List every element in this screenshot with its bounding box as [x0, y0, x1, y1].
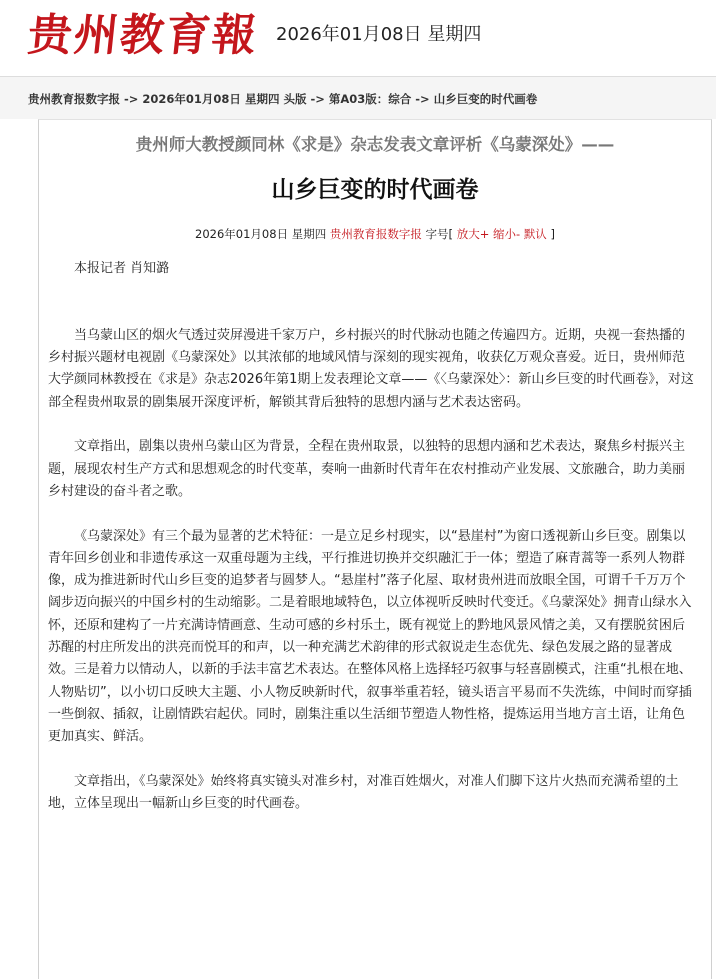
article-paragraph: 文章指出，《乌蒙深处》始终将真实镜头对准乡村，对准百姓烟火，对准人们脚下这片火热而充满希望的土地，立体呈现出一幅新山乡巨变的时代画卷。 [48, 773, 679, 812]
source-link[interactable]: 贵州教育报数字报 [329, 227, 422, 241]
article-body [48, 258, 696, 838]
font-enlarge-button[interactable]: 放大+ [456, 227, 490, 241]
article-paragraph: 当乌蒙山区的烟火气透过荧屏漫进千家万户，乡村振兴的时代脉动也随之传遍四方。近期，央视一套热播的乡村振兴题材电视剧《乌蒙深处》以其浓郁的地域风情与深刻的现实视角，收获亿万观众喜爱。近日，贵州师范大学颜同林教授在《求是》杂志2026年第1期上发表理论文章——《〈乌蒙深处〉：新山乡巨变的时代画卷》，对这部全程贵州取景的剧集展开深度评析，解锁其背后独特的思想内涵与艺术表达密码。 [48, 327, 694, 410]
breadcrumb-separator: -> [120, 92, 143, 106]
breadcrumb-page-link[interactable]: 第A03版：综合 [328, 92, 412, 106]
header-date: 2026年01月08日 星期四 [276, 24, 482, 45]
breadcrumb [28, 91, 537, 107]
masthead [0, 0, 716, 76]
font-shrink-button[interactable]: 缩小- [493, 227, 521, 241]
breadcrumb-separator: -> [306, 92, 329, 106]
font-size-close-bracket: ] [550, 227, 555, 241]
font-size-label: 字号[ [425, 227, 454, 241]
article-subtitle: 贵州师大教授颜同林《求是》杂志发表文章评析《乌蒙深处》—— [135, 135, 615, 154]
article-author: 本报记者 肖知潞 [74, 261, 170, 276]
breadcrumb-home-link[interactable]: 贵州教育报数字报 [28, 92, 120, 106]
article-paragraph: 文章指出，剧集以贵州乌蒙山区为背景，全程在贵州取景，以独特的思想内涵和艺术表达，聚焦乡村振兴主题，展现农村生产方式和思想观念的时代变革，奏响一曲新时代青年在农村推动产业发展、文旅融合，助力美丽乡村建设的奋斗者之歌。 [48, 439, 686, 499]
article-meta [38, 226, 712, 242]
newspaper-logo[interactable]: 贵州教育報 [25, 10, 261, 61]
breadcrumb-article-link[interactable]: 山乡巨变的时代画卷 [433, 92, 538, 106]
font-default-button[interactable]: 默认 [523, 227, 547, 241]
article-title: 山乡巨变的时代画卷 [271, 177, 479, 203]
article-date: 2026年01月08日 星期四 [195, 227, 327, 241]
article-paragraph: 《乌蒙深处》有三个最为显著的艺术特征：一是立足乡村现实，以“悬崖村”为窗口透视新山乡巨变。剧集以青年回乡创业和非遗传承这一双重母题为主线，平行推进切换并交织融汇于一体；塑造了麻青蒿等一系列人物群像，成为推进新时代山乡巨变的追梦者与圆梦人。“悬崖村”落子化屋、取材贵州进而放眼全国，可谓千千万万个阔步迈向振兴的中国乡村的生动缩影。二是着眼地域特色，以立体视听反映时代变迁。《乌蒙深处》拥青山绿水入怀，还原和建构了一片充满诗情画意、生动可感的乡村乐土，既有视觉上的黔地风景风情之美，又有摆脱贫困后苏醒的村庄所发出的洪亮而悦耳的和声，以一种充满艺术韵律的形式叙说走生态优先、绿色发展之路的显著成效。三是着力以情动人，以新的手法丰富艺术表达。在整体风格上选择轻巧叙事与轻喜剧模式，注重“扎根在地、人物贴切”，以小切口反映大主题、小人物反映新时代，叙事举重若轻，镜头语言平易而不失洗练，中间时而穿插一些倒叙、插叙，让剧情跌宕起伏。同时，剧集注重以生活细节塑造人物性格，提炼运用当地方言土语，让角色更加真实、鲜活。 [48, 528, 692, 745]
breadcrumb-issue-link[interactable]: 2026年01月08日 星期四 头版 [142, 92, 307, 106]
breadcrumb-separator: -> [411, 92, 434, 106]
